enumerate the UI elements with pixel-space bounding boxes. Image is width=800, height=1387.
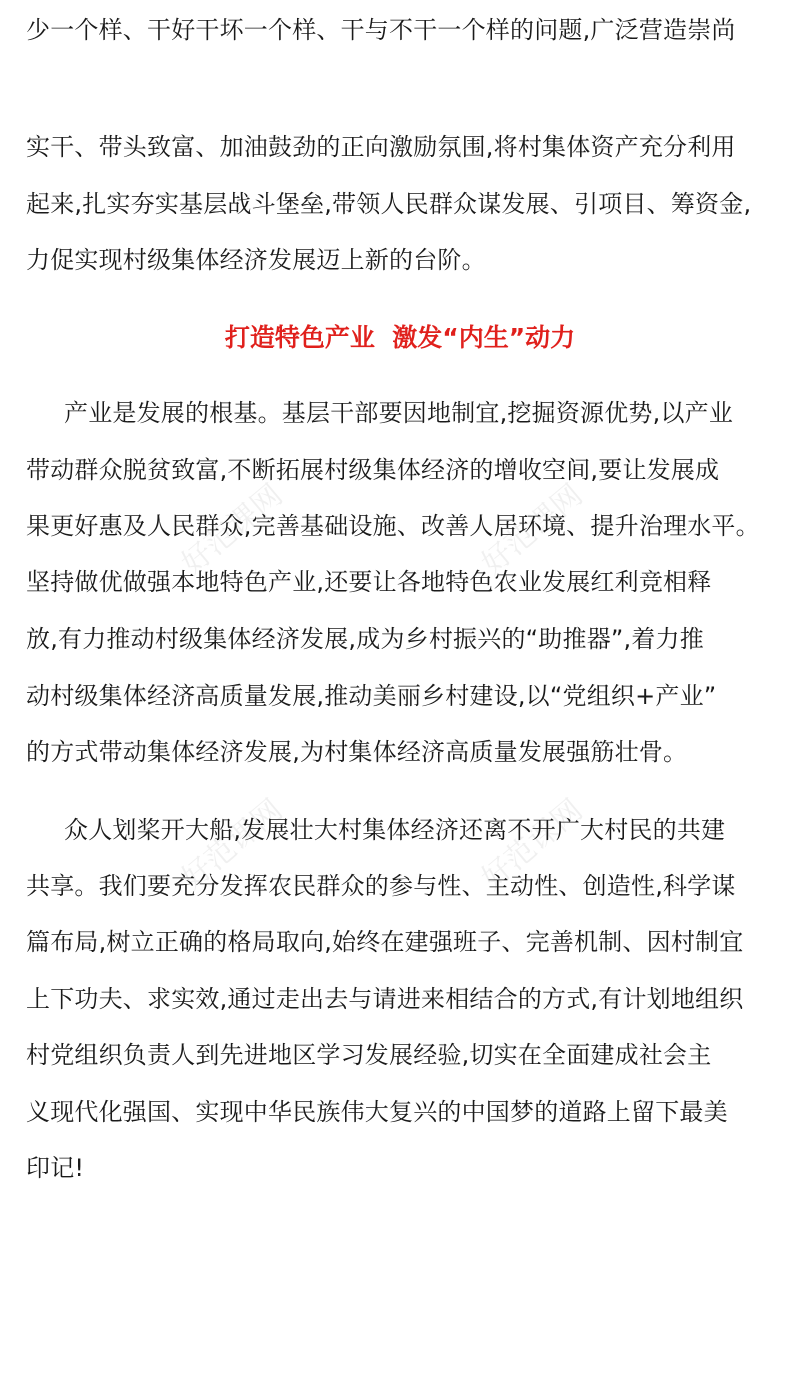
section-heading: 打造特色产业 激发“内生”动力 xyxy=(224,323,576,352)
paragraph-line: 放,有力推动村级集体经济发展,成为乡村振兴的“助推器”,着力推 xyxy=(26,625,704,653)
paragraph-line: 动村级集体经济高质量发展,推动美丽乡村建设,以“党组织+产业” xyxy=(26,682,717,710)
intro-line: 实干、带头致富、加油鼓劲的正向激励氛围,将村集体资产充分利用 xyxy=(26,133,736,161)
watermark: 好范课网 xyxy=(175,477,290,582)
paragraph-line: 带动群众脱贫致富,不断拓展村级集体经济的增收空间,要让发展成 xyxy=(26,456,720,484)
paragraph-line: 果更好惠及人民群众,完善基础设施、改善人居环境、提升治理水平。 xyxy=(26,512,760,540)
paragraph-line: 村党组织负责人到先进地区学习发展经验,切实在全面建成社会主 xyxy=(26,1041,712,1069)
paragraph-line: 产业是发展的根基。基层干部要因地制宜,挖掘资源优势,以产业 xyxy=(64,399,734,427)
watermark: 好范课网 xyxy=(475,477,590,582)
intro-line: 起来,扎实夯实基层战斗堡垒,带领人民群众谋发展、引项目、筹资金, xyxy=(26,190,752,218)
paragraph-line: 印记! xyxy=(26,1154,85,1182)
watermark: 好范课网 xyxy=(175,792,290,897)
paragraph-line: 上下功夫、求实效,通过走出去与请进来相结合的方式,有计划地组织 xyxy=(26,985,744,1013)
paragraph-line: 篇布局,树立正确的格局取向,始终在建强班子、完善机制、因村制宜 xyxy=(26,928,744,956)
paragraph-line: 坚持做优做强本地特色产业,还要让各地特色农业发展红利竞相释 xyxy=(26,568,712,596)
paragraph-line: 众人划桨开大船,发展壮大村集体经济还离不开广大村民的共建 xyxy=(64,816,726,844)
paragraph-line: 共享。我们要充分发挥农民群众的参与性、主动性、创造性,科学谋 xyxy=(26,872,736,900)
paragraph-line: 义现代化强国、实现中华民族伟大复兴的中国梦的道路上留下最美 xyxy=(26,1098,728,1126)
paragraph-line: 的方式带动集体经济发展,为村集体经济高质量发展强筋壮骨。 xyxy=(26,738,688,766)
intro-line: 少一个样、干好干坏一个样、干与不干一个样的问题,广泛营造崇尚 xyxy=(26,16,736,44)
watermark: 好范课网 xyxy=(475,792,590,897)
intro-line: 力促实现村级集体经济发展迈上新的台阶。 xyxy=(26,246,486,274)
